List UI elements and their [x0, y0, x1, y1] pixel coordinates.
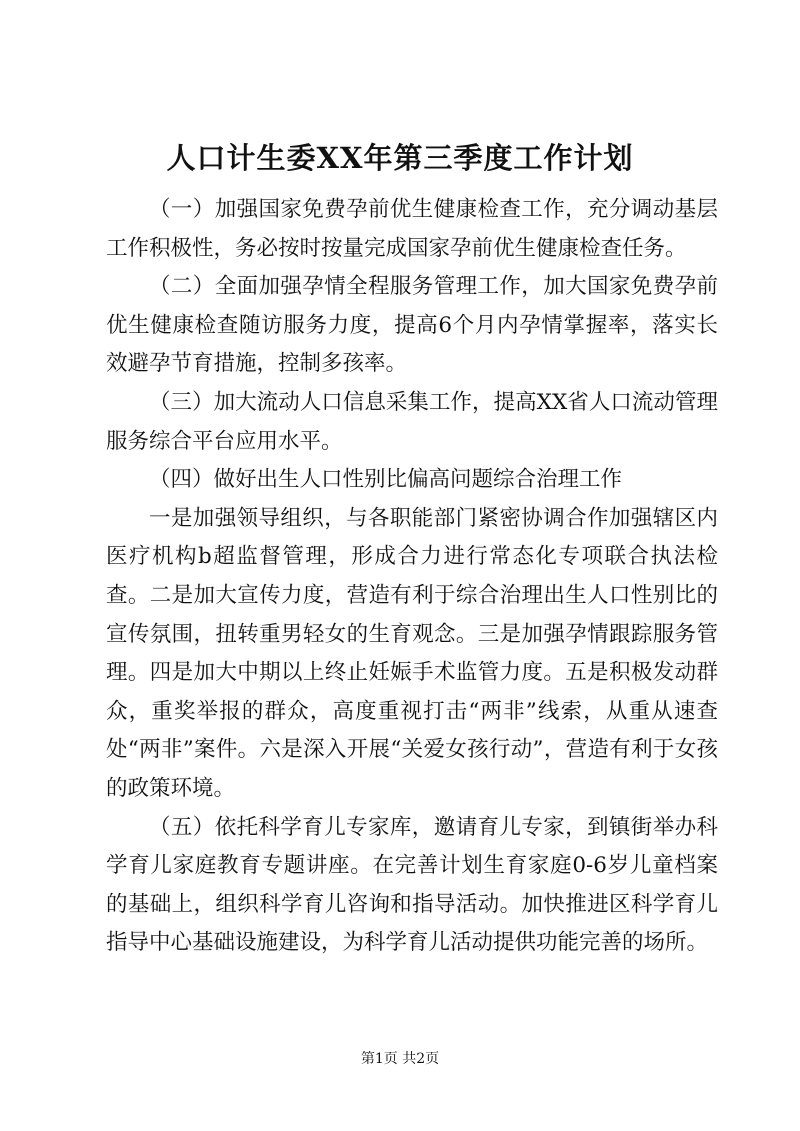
page-number-footer: 第1页 共2页	[360, 1051, 440, 1067]
paragraph-2: （二）全面加强孕情全程服务管理工作，加大国家免费孕前优生健康检查随访服务力度，提高6个月内孕情掌握率，落实长效避孕节育措施，控制多孩率。	[106, 274, 718, 377]
paragraph-3: （三）加大流动人口信息采集工作，提高XX省人口流动管理服务综合平台应用水平。	[106, 389, 718, 454]
document-title: 人口计生委XX年第三季度工作计划	[166, 141, 634, 175]
paragraph-6: （五）依托科学育儿专家库，邀请育儿专家，到镇街举办科学育儿家庭教育专题讲座。在完善计划生育家庭0-6岁儿童档案的基础上，组织科学育儿咨询和指导活动。加快推进区科学育儿指导中心基础设施建设，为科学育儿活动提供功能完善的场所。	[106, 814, 718, 956]
paragraph-5: 一是加强领导组织，与各职能部门紧密协调合作加强辖区内医疗机构b超监督管理，形成合力进行常态化专项联合执法检查。二是加大宣传力度，营造有利于综合治理出生人口性别比的宣传氛围，扭转重男轻女的生育观念。三是加强孕情跟踪服务管理。四是加大中期以上终止妊娠手术监管力度。五是积极发动群众，重奖举报的群众，高度重视打击“两非”线索，从重从速查处“两非”案件。六是深入开展“关爱女孩行动”，营造有利于女孩的政策环境。	[106, 505, 718, 801]
paragraph-1: （一）加强国家免费孕前优生健康检查工作，充分调动基层工作积极性，务必按时按量完成国家孕前优生健康检查任务。	[106, 197, 718, 261]
paragraph-4: （四）做好出生人口性别比偏高问题综合治理工作	[149, 467, 623, 493]
document-body	[106, 191, 718, 963]
